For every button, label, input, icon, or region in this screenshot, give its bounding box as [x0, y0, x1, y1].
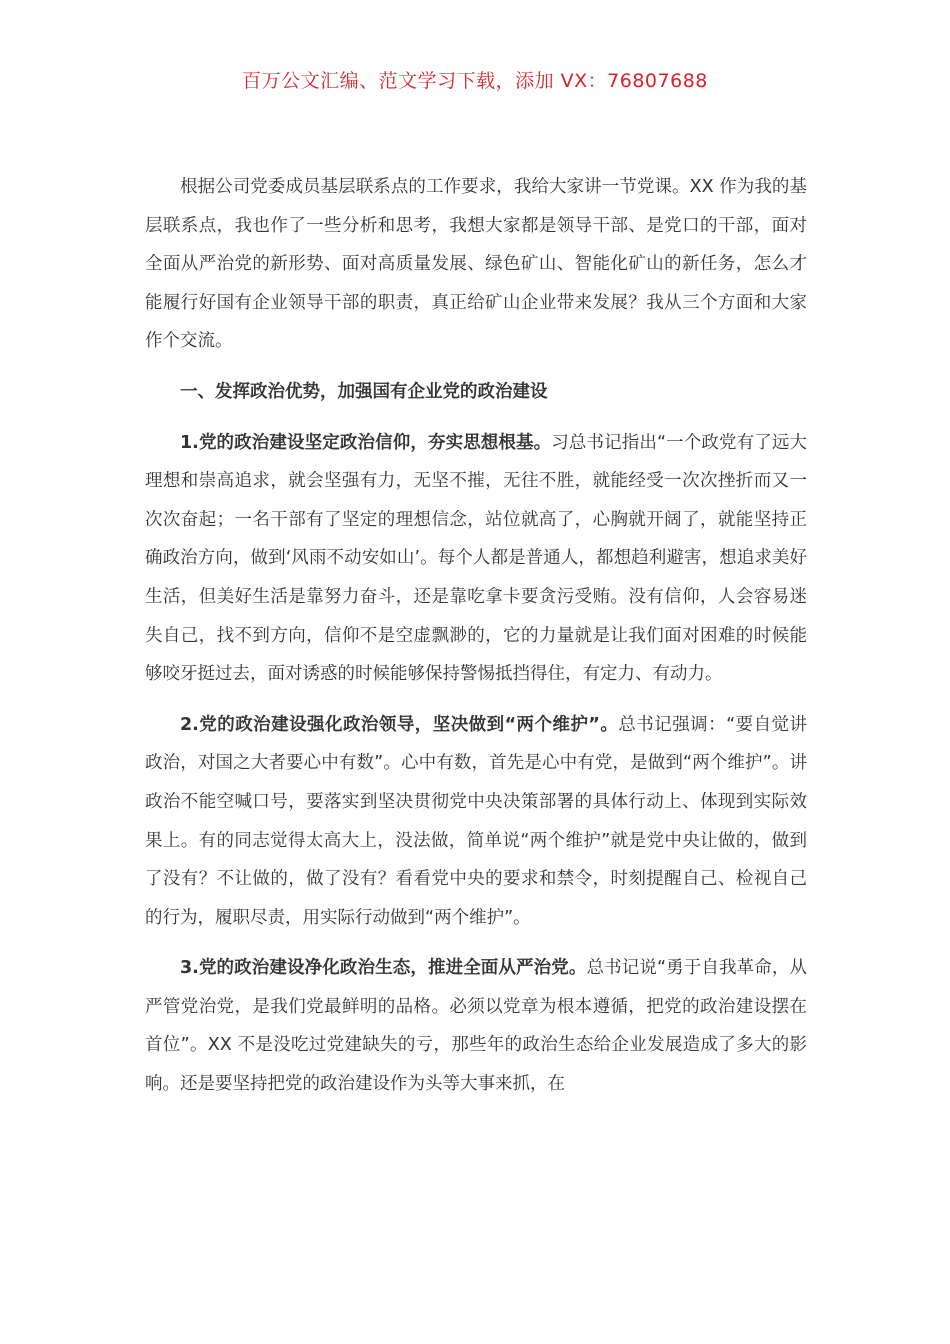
point-lead-3: 3.党的政治建设净化政治生态，推进全面从严治党。	[180, 958, 587, 979]
intro-paragraph: 根据公司党委成员基层联系点的工作要求，我给大家讲一节党课。XX 作为我的基层联系点，我也作了一些分析和思考，我想大家都是领导干部、是党口的干部，面对全面从严治党的新形势、面对高质量发展、绿色矿山、智能化矿山的新任务，怎么才能履行好国有企业领导干部的职责，真正给矿山企业带来发展？我从三个方面和大家作个交流。	[145, 177, 807, 352]
header-banner: 百万公文汇编、范文学习下载，添加 VX：76807688	[242, 70, 708, 92]
point-paragraph-1	[145, 424, 807, 694]
section-heading: 一、发挥政治优势，加强国有企业党的政治建设	[180, 381, 548, 402]
point-text-3: 总书记说“勇于自我革命，从严管党治党，是我们党最鲜明的品格。必须以党章为根本遵循，把党的政治建设摆在首位”。XX 不是没吃过党建缺失的亏，那些年的政治生态给企业发展造成了多大的影响。还是要坚持把党的政治建设作为头等大事来抓，在	[145, 958, 807, 1095]
point-lead-1: 1.党的政治建设坚定政治信仰，夯实思想根基。	[180, 432, 552, 453]
document-body	[145, 168, 807, 1104]
point-text-1: 习总书记指出“一个政党有了远大理想和崇高追求，就会坚强有力，无坚不摧，无往不胜，就能经受一次次挫折而又一次次奋起；一名干部有了坚定的理想信念，站位就高了，心胸就开阔了，就能坚持正确政治方向，做到‘风雨不动安如山’。每个人都是普通人，都想趋利避害，想追求美好生活，但美好生活是靠努力奋斗，还是靠吃拿卡要贪污受贿。没有信仰，人会容易迷失自己，找不到方向，信仰不是空虚飘渺的，它的力量就是让我们面对困难的时候能够咬牙挺过去，面对诱惑的时候能够保持警惕抵挡得住，有定力、有动力。	[145, 432, 807, 685]
point-text-2: 总书记强调：“要自觉讲政治，对国之大者要心中有数”。心中有数，首先是心中有党，是做到“两个维护”。讲政治不能空喊口号，要落实到坚决贯彻党中央决策部署的具体行动上、体现到实际效果上。有的同志觉得太高大上，没法做，简单说“两个维护”就是党中央让做的，做到了没有？不让做的，做了没有？看看党中央的要求和禁令，时刻提醒自己、检视自己的行为，履职尽责，用实际行动做到“两个维护”。	[145, 714, 807, 928]
point-paragraph-3	[145, 949, 807, 1103]
point-paragraph-2	[145, 706, 807, 938]
point-lead-2: 2.党的政治建设强化政治领导，坚决做到“两个维护”。	[180, 714, 619, 735]
